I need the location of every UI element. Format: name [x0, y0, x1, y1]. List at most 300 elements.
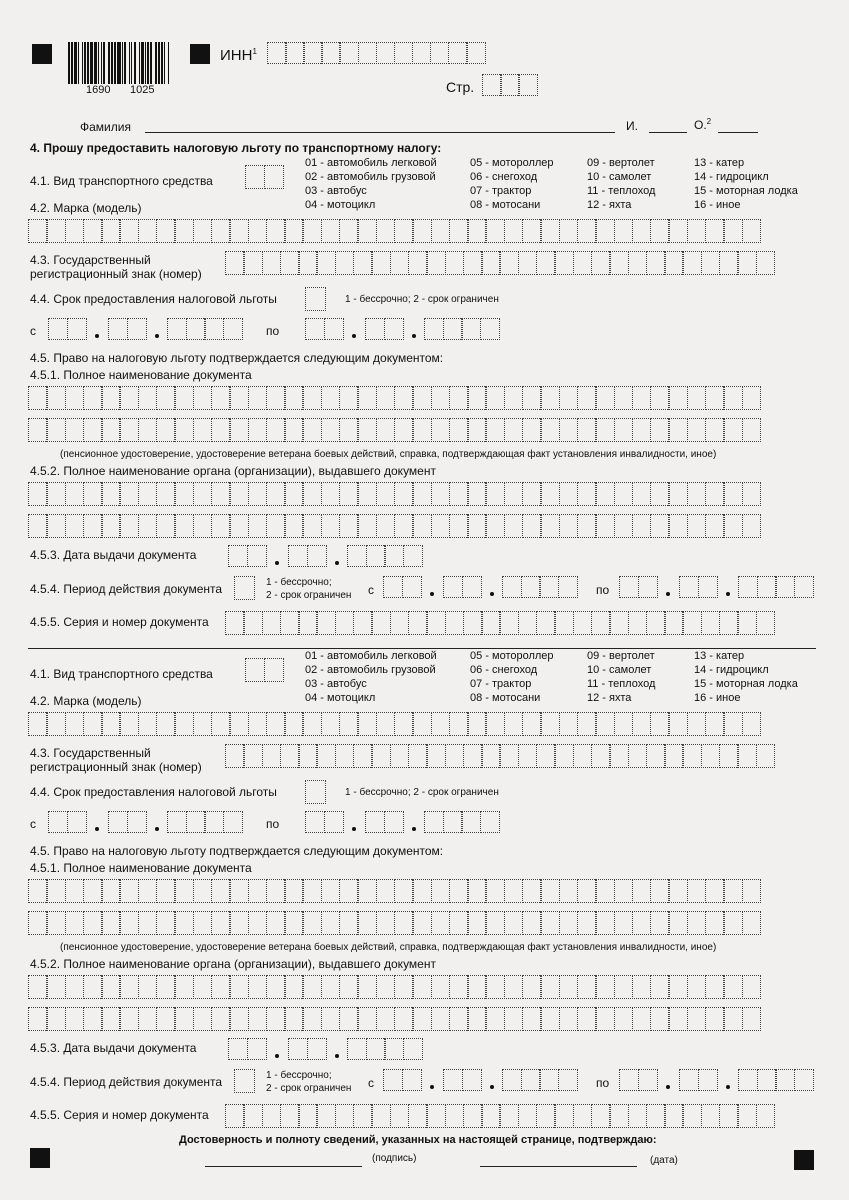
input-cell[interactable] — [573, 1104, 593, 1128]
input-cell[interactable] — [687, 911, 707, 935]
input-cell[interactable] — [339, 1007, 359, 1031]
input-cell[interactable] — [390, 251, 410, 275]
input-cell[interactable] — [138, 911, 158, 935]
input-cell[interactable] — [65, 975, 85, 999]
input-cell[interactable] — [485, 879, 505, 903]
input-cell[interactable] — [248, 418, 268, 442]
input-cell[interactable] — [504, 879, 524, 903]
input-cell[interactable] — [756, 1104, 776, 1128]
input-cell[interactable] — [463, 1104, 483, 1128]
input-cell[interactable] — [284, 418, 304, 442]
input-cell[interactable] — [284, 975, 304, 999]
input-cell[interactable] — [101, 911, 121, 935]
input-cell[interactable] — [426, 744, 446, 768]
input-cell[interactable] — [705, 1007, 725, 1031]
input-cell[interactable] — [83, 1007, 103, 1031]
input-cell[interactable] — [357, 418, 377, 442]
input-cell[interactable] — [243, 251, 263, 275]
input-cell[interactable] — [449, 418, 469, 442]
input-cell[interactable] — [412, 712, 432, 736]
input-cell[interactable] — [687, 418, 707, 442]
input-cell[interactable] — [394, 386, 414, 410]
input-cell[interactable] — [186, 811, 206, 833]
input-cell[interactable] — [248, 712, 268, 736]
input-cell[interactable] — [193, 712, 213, 736]
input-cell[interactable] — [723, 418, 743, 442]
validity-to-date-month[interactable] — [679, 1069, 718, 1091]
input-cell[interactable] — [262, 1104, 282, 1128]
input-cell[interactable] — [481, 744, 501, 768]
input-cell[interactable] — [211, 911, 231, 935]
input-cell[interactable] — [229, 1007, 249, 1031]
benefit-to-date-day[interactable] — [305, 811, 344, 833]
input-cell[interactable] — [408, 251, 428, 275]
input-cell[interactable] — [577, 418, 597, 442]
model-field-row[interactable] — [28, 712, 761, 736]
input-cell[interactable] — [243, 1104, 263, 1128]
input-cell[interactable] — [339, 911, 359, 935]
input-cell[interactable] — [321, 219, 341, 243]
input-cell[interactable] — [266, 975, 286, 999]
input-cell[interactable] — [719, 251, 739, 275]
input-cell[interactable] — [266, 386, 286, 410]
input-cell[interactable] — [445, 1104, 465, 1128]
input-cell[interactable] — [705, 879, 725, 903]
input-cell[interactable] — [687, 386, 707, 410]
input-cell[interactable] — [723, 879, 743, 903]
input-cell[interactable] — [347, 1038, 367, 1060]
input-cell[interactable] — [650, 911, 670, 935]
input-cell[interactable] — [248, 1007, 268, 1031]
input-cell[interactable] — [339, 879, 359, 903]
input-cell[interactable] — [723, 975, 743, 999]
input-cell[interactable] — [522, 879, 542, 903]
input-cell[interactable] — [366, 1038, 386, 1060]
input-cell[interactable] — [376, 975, 396, 999]
input-cell[interactable] — [504, 712, 524, 736]
vehicle-type-field[interactable] — [245, 658, 284, 682]
input-cell[interactable] — [737, 1104, 757, 1128]
input-cell[interactable] — [737, 251, 757, 275]
input-cell[interactable] — [229, 386, 249, 410]
input-cell[interactable] — [264, 658, 284, 682]
input-cell[interactable] — [357, 386, 377, 410]
input-cell[interactable] — [664, 251, 684, 275]
input-cell[interactable] — [193, 219, 213, 243]
input-cell[interactable] — [174, 418, 194, 442]
input-cell[interactable] — [262, 251, 282, 275]
input-cell[interactable] — [698, 1069, 718, 1091]
input-cell[interactable] — [431, 1007, 451, 1031]
input-cell[interactable] — [485, 1007, 505, 1031]
input-cell[interactable] — [384, 318, 404, 340]
input-cell[interactable] — [412, 386, 432, 410]
input-cell[interactable] — [211, 975, 231, 999]
input-cell[interactable] — [522, 386, 542, 410]
input-cell[interactable] — [522, 911, 542, 935]
input-cell[interactable] — [431, 418, 451, 442]
input-cell[interactable] — [229, 219, 249, 243]
input-cell[interactable] — [335, 251, 355, 275]
input-cell[interactable] — [284, 219, 304, 243]
input-cell[interactable] — [467, 386, 487, 410]
input-cell[interactable] — [376, 386, 396, 410]
input-cell[interactable] — [504, 975, 524, 999]
input-cell[interactable] — [229, 879, 249, 903]
input-cell[interactable] — [108, 318, 128, 340]
input-cell[interactable] — [174, 879, 194, 903]
input-cell[interactable] — [554, 1104, 574, 1128]
input-cell[interactable] — [705, 975, 725, 999]
input-cell[interactable] — [705, 219, 725, 243]
input-cell[interactable] — [321, 712, 341, 736]
input-cell[interactable] — [288, 1038, 308, 1060]
input-cell[interactable] — [591, 1104, 611, 1128]
input-cell[interactable] — [573, 744, 593, 768]
input-cell[interactable] — [302, 1007, 322, 1031]
input-cell[interactable] — [376, 879, 396, 903]
input-cell[interactable] — [46, 911, 66, 935]
input-cell[interactable] — [614, 712, 634, 736]
input-cell[interactable] — [559, 418, 579, 442]
input-cell[interactable] — [632, 879, 652, 903]
input-cell[interactable] — [193, 911, 213, 935]
input-cell[interactable] — [46, 879, 66, 903]
input-cell[interactable] — [119, 418, 139, 442]
input-cell[interactable] — [65, 418, 85, 442]
input-cell[interactable] — [229, 911, 249, 935]
input-cell[interactable] — [225, 1104, 245, 1128]
input-cell[interactable] — [504, 418, 524, 442]
benefit-to-date-year[interactable] — [424, 318, 500, 340]
input-cell[interactable] — [431, 879, 451, 903]
input-cell[interactable] — [701, 744, 721, 768]
input-cell[interactable] — [742, 879, 762, 903]
input-cell[interactable] — [119, 975, 139, 999]
input-cell[interactable] — [204, 318, 224, 340]
input-cell[interactable] — [467, 911, 487, 935]
input-cell[interactable] — [156, 879, 176, 903]
input-cell[interactable] — [609, 1104, 629, 1128]
input-cell[interactable] — [646, 1104, 666, 1128]
input-cell[interactable] — [431, 911, 451, 935]
input-cell[interactable] — [591, 251, 611, 275]
input-cell[interactable] — [248, 975, 268, 999]
input-cell[interactable] — [723, 386, 743, 410]
input-cell[interactable] — [228, 1038, 248, 1060]
input-cell[interactable] — [316, 744, 336, 768]
input-cell[interactable] — [83, 219, 103, 243]
input-cell[interactable] — [757, 1069, 777, 1091]
input-cell[interactable] — [485, 975, 505, 999]
input-cell[interactable] — [595, 712, 615, 736]
input-cell[interactable] — [573, 251, 593, 275]
input-cell[interactable] — [67, 318, 87, 340]
input-cell[interactable] — [467, 975, 487, 999]
input-cell[interactable] — [628, 1104, 648, 1128]
input-cell[interactable] — [522, 1007, 542, 1031]
input-cell[interactable] — [138, 712, 158, 736]
input-cell[interactable] — [577, 975, 597, 999]
input-cell[interactable] — [461, 318, 481, 340]
input-cell[interactable] — [595, 418, 615, 442]
input-cell[interactable] — [156, 1007, 176, 1031]
input-cell[interactable] — [687, 219, 707, 243]
input-cell[interactable] — [518, 744, 538, 768]
input-cell[interactable] — [738, 1069, 758, 1091]
input-cell[interactable] — [65, 1007, 85, 1031]
input-cell[interactable] — [426, 251, 446, 275]
input-cell[interactable] — [298, 251, 318, 275]
input-cell[interactable] — [539, 1069, 559, 1091]
input-cell[interactable] — [595, 386, 615, 410]
input-cell[interactable] — [628, 744, 648, 768]
input-cell[interactable] — [467, 712, 487, 736]
input-cell[interactable] — [536, 251, 556, 275]
input-cell[interactable] — [595, 975, 615, 999]
issue-date-year[interactable] — [347, 1038, 423, 1060]
input-cell[interactable] — [540, 418, 560, 442]
input-cell[interactable] — [481, 1104, 501, 1128]
input-cell[interactable] — [449, 386, 469, 410]
input-cell[interactable] — [174, 219, 194, 243]
input-cell[interactable] — [383, 1069, 403, 1091]
input-cell[interactable] — [595, 1007, 615, 1031]
input-cell[interactable] — [83, 879, 103, 903]
input-cell[interactable] — [463, 744, 483, 768]
validity-from-date-day[interactable] — [383, 1069, 422, 1091]
input-cell[interactable] — [371, 1104, 391, 1128]
input-cell[interactable] — [719, 1104, 739, 1128]
input-cell[interactable] — [65, 879, 85, 903]
input-cell[interactable] — [485, 911, 505, 935]
input-cell[interactable] — [412, 219, 432, 243]
input-cell[interactable] — [595, 219, 615, 243]
input-cell[interactable] — [723, 712, 743, 736]
input-cell[interactable] — [302, 386, 322, 410]
input-cell[interactable] — [504, 1007, 524, 1031]
input-cell[interactable] — [266, 1007, 286, 1031]
input-cell[interactable] — [559, 975, 579, 999]
input-cell[interactable] — [719, 744, 739, 768]
input-cell[interactable] — [266, 712, 286, 736]
input-cell[interactable] — [522, 219, 542, 243]
input-cell[interactable] — [742, 386, 762, 410]
input-cell[interactable] — [650, 219, 670, 243]
input-cell[interactable] — [376, 712, 396, 736]
input-cell[interactable] — [67, 811, 87, 833]
input-cell[interactable] — [445, 744, 465, 768]
input-cell[interactable] — [431, 712, 451, 736]
input-cell[interactable] — [298, 744, 318, 768]
input-cell[interactable] — [403, 1038, 423, 1060]
input-cell[interactable] — [353, 251, 373, 275]
input-cell[interactable] — [650, 386, 670, 410]
input-cell[interactable] — [225, 251, 245, 275]
input-cell[interactable] — [540, 386, 560, 410]
input-cell[interactable] — [431, 386, 451, 410]
input-cell[interactable] — [485, 712, 505, 736]
input-cell[interactable] — [390, 744, 410, 768]
input-cell[interactable] — [480, 811, 500, 833]
benefit-from-date-day[interactable] — [48, 811, 87, 833]
input-cell[interactable] — [321, 386, 341, 410]
input-cell[interactable] — [614, 219, 634, 243]
vehicle-type-field[interactable] — [245, 165, 284, 189]
input-cell[interactable] — [394, 975, 414, 999]
input-cell[interactable] — [638, 1069, 658, 1091]
input-cell[interactable] — [577, 712, 597, 736]
input-cell[interactable] — [668, 386, 688, 410]
input-cell[interactable] — [357, 219, 377, 243]
input-cell[interactable] — [174, 1007, 194, 1031]
input-cell[interactable] — [357, 1007, 377, 1031]
input-cell[interactable] — [101, 386, 121, 410]
input-cell[interactable] — [577, 879, 597, 903]
input-cell[interactable] — [365, 318, 385, 340]
input-cell[interactable] — [394, 418, 414, 442]
input-cell[interactable] — [646, 251, 666, 275]
input-cell[interactable] — [156, 418, 176, 442]
input-cell[interactable] — [266, 418, 286, 442]
input-cell[interactable] — [229, 975, 249, 999]
input-cell[interactable] — [357, 712, 377, 736]
input-cell[interactable] — [284, 879, 304, 903]
input-cell[interactable] — [632, 911, 652, 935]
input-cell[interactable] — [211, 1007, 231, 1031]
input-cell[interactable] — [138, 418, 158, 442]
input-cell[interactable] — [138, 1007, 158, 1031]
input-cell[interactable] — [449, 712, 469, 736]
input-cell[interactable] — [522, 975, 542, 999]
benefit-from-date-year[interactable] — [167, 318, 243, 340]
benefit-to-date-day[interactable] — [305, 318, 344, 340]
input-cell[interactable] — [742, 418, 762, 442]
input-cell[interactable] — [83, 975, 103, 999]
input-cell[interactable] — [449, 975, 469, 999]
input-cell[interactable] — [522, 418, 542, 442]
validity-to-date-day[interactable] — [619, 1069, 658, 1091]
input-cell[interactable] — [540, 219, 560, 243]
input-cell[interactable] — [705, 911, 725, 935]
input-cell[interactable] — [284, 712, 304, 736]
benefit-from-date-month[interactable] — [108, 318, 147, 340]
input-cell[interactable] — [540, 1007, 560, 1031]
benefit-term-field[interactable] — [305, 287, 326, 311]
input-cell[interactable] — [502, 1069, 522, 1091]
input-cell[interactable] — [443, 1069, 463, 1091]
input-cell[interactable] — [394, 879, 414, 903]
input-cell[interactable] — [324, 811, 344, 833]
input-cell[interactable] — [321, 911, 341, 935]
input-cell[interactable] — [335, 744, 355, 768]
input-cell[interactable] — [280, 744, 300, 768]
input-cell[interactable] — [211, 712, 231, 736]
input-cell[interactable] — [682, 1104, 702, 1128]
input-cell[interactable] — [384, 811, 404, 833]
input-cell[interactable] — [302, 975, 322, 999]
input-cell[interactable] — [167, 811, 187, 833]
input-cell[interactable] — [353, 744, 373, 768]
input-cell[interactable] — [499, 744, 519, 768]
input-cell[interactable] — [229, 712, 249, 736]
input-cell[interactable] — [284, 911, 304, 935]
input-cell[interactable] — [723, 219, 743, 243]
input-cell[interactable] — [305, 811, 325, 833]
input-cell[interactable] — [424, 318, 444, 340]
input-cell[interactable] — [119, 879, 139, 903]
issuer-field-row-2[interactable] — [28, 1007, 761, 1031]
input-cell[interactable] — [302, 712, 322, 736]
input-cell[interactable] — [376, 911, 396, 935]
input-cell[interactable] — [467, 879, 487, 903]
input-cell[interactable] — [687, 975, 707, 999]
input-cell[interactable] — [632, 1007, 652, 1031]
input-cell[interactable] — [480, 318, 500, 340]
input-cell[interactable] — [321, 975, 341, 999]
input-cell[interactable] — [650, 418, 670, 442]
input-cell[interactable] — [353, 1104, 373, 1128]
input-cell[interactable] — [614, 386, 634, 410]
input-cell[interactable] — [554, 251, 574, 275]
input-cell[interactable] — [262, 744, 282, 768]
input-cell[interactable] — [284, 386, 304, 410]
input-cell[interactable] — [46, 712, 66, 736]
issuer-field-row-1[interactable] — [28, 975, 761, 999]
reg-number-field[interactable] — [225, 744, 775, 768]
input-cell[interactable] — [394, 219, 414, 243]
input-cell[interactable] — [687, 879, 707, 903]
validity-type-field[interactable] — [234, 1069, 255, 1093]
input-cell[interactable] — [499, 1104, 519, 1128]
input-cell[interactable] — [305, 287, 326, 311]
input-cell[interactable] — [321, 418, 341, 442]
input-cell[interactable] — [521, 1069, 541, 1091]
input-cell[interactable] — [101, 418, 121, 442]
input-cell[interactable] — [193, 1007, 213, 1031]
benefit-from-date-month[interactable] — [108, 811, 147, 833]
benefit-from-date-year[interactable] — [167, 811, 243, 833]
input-cell[interactable] — [540, 975, 560, 999]
input-cell[interactable] — [225, 744, 245, 768]
input-cell[interactable] — [65, 386, 85, 410]
benefit-to-date-year[interactable] — [424, 811, 500, 833]
input-cell[interactable] — [412, 1007, 432, 1031]
input-cell[interactable] — [339, 219, 359, 243]
input-cell[interactable] — [668, 975, 688, 999]
input-cell[interactable] — [324, 318, 344, 340]
input-cell[interactable] — [186, 318, 206, 340]
input-cell[interactable] — [339, 418, 359, 442]
input-cell[interactable] — [632, 712, 652, 736]
input-cell[interactable] — [723, 1007, 743, 1031]
input-cell[interactable] — [234, 1069, 255, 1093]
input-cell[interactable] — [650, 712, 670, 736]
input-cell[interactable] — [138, 386, 158, 410]
input-cell[interactable] — [462, 1069, 482, 1091]
input-cell[interactable] — [577, 1007, 597, 1031]
input-cell[interactable] — [28, 1007, 48, 1031]
input-cell[interactable] — [174, 975, 194, 999]
validity-from-date-year[interactable] — [502, 1069, 578, 1091]
input-cell[interactable] — [559, 911, 579, 935]
input-cell[interactable] — [284, 1007, 304, 1031]
input-cell[interactable] — [540, 879, 560, 903]
benefit-to-date-month[interactable] — [365, 318, 404, 340]
input-cell[interactable] — [248, 386, 268, 410]
input-cell[interactable] — [449, 879, 469, 903]
input-cell[interactable] — [679, 1069, 699, 1091]
